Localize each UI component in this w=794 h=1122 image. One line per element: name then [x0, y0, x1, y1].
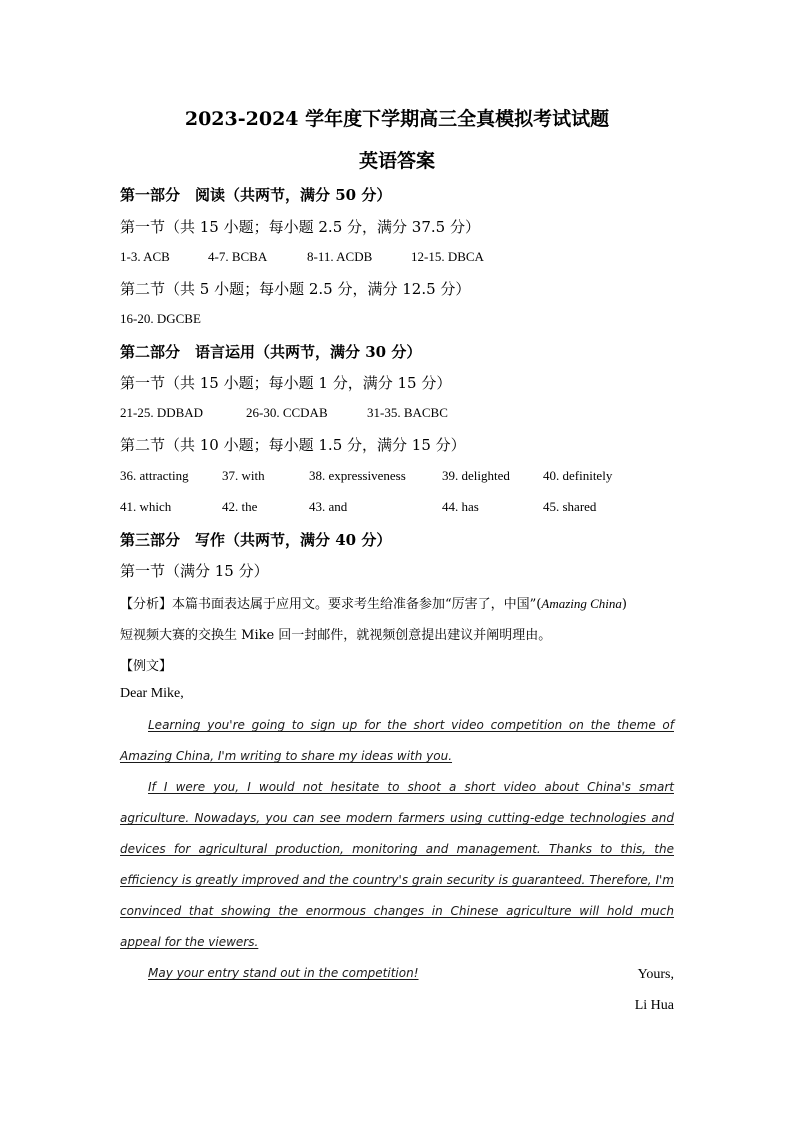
analysis-close: ) [621, 597, 627, 612]
part1-sec1-heading: 第一节（共 15 小题；每小题 2.5 分，满分 37.5 分） [120, 218, 480, 236]
letter-paragraph-1: Learning you're going to sign up for the short video competition on the theme of Amazing China, I'm writing to share my ideas with you. [120, 718, 674, 763]
document-title: 2023-2024 学年度下学期高三全真模拟考试试题 [184, 108, 610, 130]
answer-group: 1-3. ACB [120, 249, 170, 264]
answer-item: 38. expressiveness [309, 468, 406, 483]
answer-item: 45. shared [543, 499, 597, 514]
analysis-line-1 [120, 593, 627, 612]
document-subtitle: 英语答案 [358, 150, 435, 172]
answer-group: 21-25. DDBAD [120, 405, 204, 420]
answer-item: 43. and [309, 499, 348, 514]
letter-signature: Li Hua [634, 998, 674, 1013]
answer-group: 26-30. CCDAB [246, 405, 328, 420]
letter-paragraph-2: If I were you, I would not hesitate to shoot a short video about China's smart agriculture. Nowadays, you can see modern farmers using cutting-edge technologies and devices for agricultural production, monitoring and management. Thanks to this, the efficiency is greatly improved and the country's grain security is guaranteed. Therefore, I'm convinced that showing the enormous changes in Chinese agriculture will hold much appeal for the viewers. [120, 780, 674, 949]
part2-sec1-answers [120, 405, 448, 421]
answer-item: 44. has [442, 499, 479, 514]
analysis-text: 【分析】本篇书面表达属于应用文。要求考生给准备参加“厉害了，中国”( [120, 597, 542, 612]
answer-group: 8-11. ACDB [307, 249, 373, 264]
answer-item: 37. with [222, 468, 265, 483]
letter-body [120, 710, 674, 989]
part3-heading: 第三部分 写作（共两节，满分 40 分） [120, 531, 392, 549]
analysis-emphasis: Amazing China [541, 596, 622, 611]
part1-sec2-answers: 16-20. DGCBE [120, 311, 201, 326]
part3-sec1-heading: 第一节（满分 15 分） [120, 562, 269, 580]
answer-group: 12-15. DBCA [411, 249, 484, 264]
analysis-line-2: 短视频大赛的交换生 Mike 回一封邮件，就视频创意提出建议并阐明理由。 [120, 628, 552, 643]
part2-sec2-heading: 第二节（共 10 小题；每小题 1.5 分，满分 15 分） [120, 436, 466, 454]
part2-sec2-row2 [120, 499, 596, 515]
answer-item: 39. delighted [442, 468, 510, 483]
part2-heading: 第二部分 语言运用（共两节，满分 30 分） [120, 343, 422, 361]
answer-group: 31-35. BACBC [367, 405, 448, 420]
answer-group: 4-7. BCBA [208, 249, 268, 264]
letter-paragraph-3: May your entry stand out in the competition! [148, 966, 419, 980]
part1-heading: 第一部分 阅读（共两节，满分 50 分） [120, 186, 392, 204]
answer-item: 41. which [120, 499, 172, 514]
letter-greeting: Dear Mike, [120, 686, 184, 701]
example-label: 【例文】 [120, 659, 173, 674]
part1-sec2-heading: 第二节（共 5 小题；每小题 2.5 分，满分 12.5 分） [120, 280, 471, 298]
part2-sec2-row1 [120, 468, 612, 484]
answer-item: 36. attracting [120, 468, 189, 483]
answer-item: 40. definitely [543, 468, 613, 483]
letter-closing: Yours, [637, 967, 674, 982]
answer-item: 42. the [222, 499, 258, 514]
part1-sec1-answers [120, 249, 484, 265]
part2-sec1-heading: 第一节（共 15 小题；每小题 1 分，满分 15 分） [120, 374, 452, 392]
